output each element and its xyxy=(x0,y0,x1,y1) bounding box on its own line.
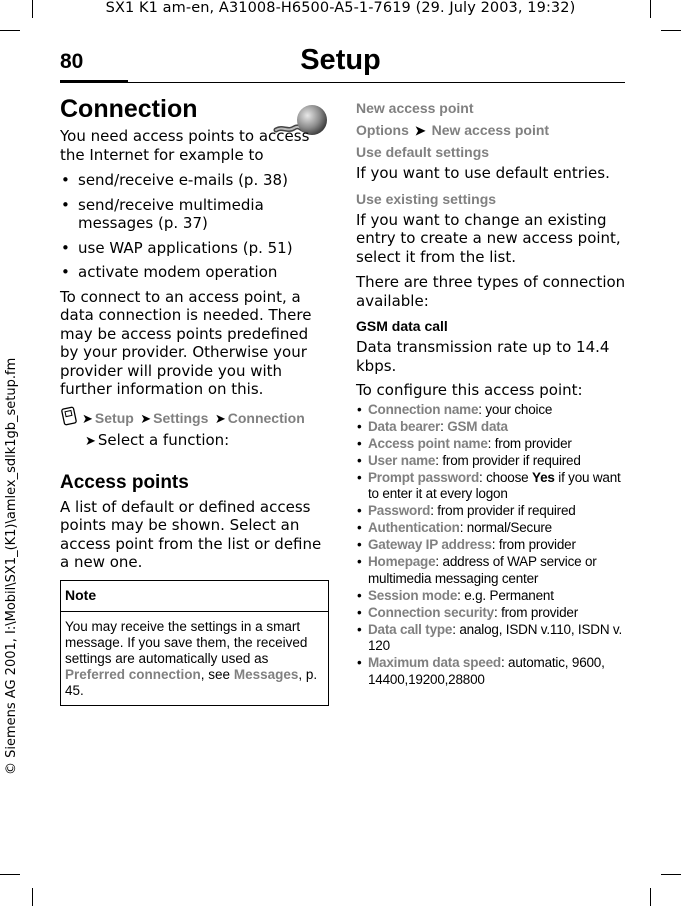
title-rule xyxy=(128,82,625,83)
setting-value: : from provider if required xyxy=(435,452,581,468)
crop-mark xyxy=(0,30,20,31)
note-box xyxy=(60,580,329,706)
options-path xyxy=(356,122,631,139)
setting-item xyxy=(356,436,631,453)
setting-name: Homepage xyxy=(368,554,436,569)
setting-name: Connection security xyxy=(368,604,494,620)
setting-value: Yes xyxy=(532,469,555,485)
settings-list xyxy=(356,402,631,689)
list-item: • send/receive e-mails (p. 38) xyxy=(60,171,330,190)
setting-item xyxy=(356,588,631,605)
intro-paragraph: You need access points to access the Internet for example to xyxy=(60,127,310,164)
messages-link: Messages xyxy=(233,666,299,682)
use-default-heading: Use default settings xyxy=(356,144,490,160)
new-access-point-heading: New access point xyxy=(356,100,474,116)
setting-name: Prompt password xyxy=(368,469,480,485)
setting-name: Session mode xyxy=(368,587,458,603)
setting-item xyxy=(356,453,631,470)
setting-name: Maximum data speed xyxy=(368,655,501,670)
setting-value: : from provider if required xyxy=(430,503,576,518)
arrow-icon: ➤ xyxy=(140,411,152,427)
crop-mark xyxy=(650,888,651,906)
menu-select-text: Select a function: xyxy=(97,430,230,449)
access-points-paragraph: A list of default or defined access points may be shown. Select an access point from the list or define a new one. xyxy=(60,497,322,571)
document-header: SX1 K1 am-en, A31008-H6500-A5-1-7619 (29. July 2003, 19:32) xyxy=(105,0,576,16)
setting-value: : e.g. Permanent xyxy=(457,587,554,603)
menu-path xyxy=(60,406,330,452)
setting-value: : from provider xyxy=(493,604,579,620)
section-heading: Connection xyxy=(60,95,198,123)
setting-value: : xyxy=(440,418,448,434)
use-default-text: If you want to use default entries. xyxy=(356,164,610,182)
list-item: • use WAP applications (p. 51) xyxy=(60,239,330,258)
note-text: , p. 45. xyxy=(65,666,318,698)
setting-value: : from provider xyxy=(491,537,576,552)
note-text: You may receive the settings in a smart message. If you save them, the received settings are automatically used as xyxy=(65,618,308,666)
crop-mark xyxy=(32,888,33,906)
arrow-icon: ➤ xyxy=(85,433,96,449)
setting-item xyxy=(356,655,631,688)
setting-name: Data call type xyxy=(368,621,453,637)
setting-item xyxy=(356,537,631,554)
setting-value: : normal/Secure xyxy=(459,520,552,535)
page-title: Setup xyxy=(300,44,381,76)
note-text: , see xyxy=(200,666,234,682)
access-points-heading: Access points xyxy=(60,471,189,493)
setting-name: User name xyxy=(368,452,436,468)
data-connection-paragraph: To connect to an access point, a data connection is needed. There may be access points predefined by your provider. Otherwise your provider will provide you with further information on this. xyxy=(60,287,312,398)
note-body xyxy=(65,619,323,699)
menu-settings: Settings xyxy=(153,409,209,426)
setting-value: if you want to enter it at every logon xyxy=(368,469,621,501)
preferred-connection-link: Preferred connection xyxy=(65,666,201,682)
setting-name: Authentication xyxy=(368,520,460,535)
list-item: • send/receive multimedia messages (p. 37) xyxy=(60,196,330,233)
setting-item xyxy=(356,419,631,436)
right-column xyxy=(356,100,631,689)
setting-name: Password xyxy=(368,503,431,518)
list-item: • activate modem operation xyxy=(60,263,330,282)
setting-value: GSM data xyxy=(447,418,508,434)
setting-value: : from provider xyxy=(487,435,572,451)
setting-value: : choose xyxy=(479,469,533,485)
setting-name: Access point name xyxy=(368,435,488,451)
setting-value: : analog, ISDN v.110, ISDN v. 120 xyxy=(368,621,623,653)
new-access-point-label: New access point xyxy=(431,122,550,138)
setting-name: Gateway IP address xyxy=(368,537,492,552)
crop-mark xyxy=(661,30,681,31)
crop-mark xyxy=(661,874,681,875)
use-existing-heading: Use existing settings xyxy=(356,190,497,207)
left-column xyxy=(60,95,330,706)
types-text: There are three types of connection available: xyxy=(356,273,626,310)
menu-key-icon xyxy=(60,406,80,426)
setting-item xyxy=(356,470,631,503)
setting-item xyxy=(356,402,631,419)
setting-value: : your choice xyxy=(478,401,553,417)
options-label: Options xyxy=(356,122,409,138)
use-existing-text: If you want to change an existing entry to create a new access point, select it from the list. xyxy=(356,210,621,266)
setting-item xyxy=(356,554,631,587)
setting-value: : automatic, 9600, 14400,19200,28800 xyxy=(368,655,605,687)
menu-connection: Connection xyxy=(227,409,305,426)
gsm-rate-text: Data transmission rate up to 14.4 kbps. xyxy=(356,338,610,375)
use-list xyxy=(60,171,330,282)
gsm-heading: GSM data call xyxy=(356,318,448,334)
side-copyright: © Siemens AG 2001, I:\Mobil\SX1_(K1)\amlex_sdlk1gb_setup.fm xyxy=(4,357,19,775)
setting-item xyxy=(356,605,631,622)
setting-name: Data bearer xyxy=(368,418,441,434)
arrow-icon: ➤ xyxy=(214,411,226,427)
menu-setup: Setup xyxy=(94,409,134,426)
setting-item xyxy=(356,503,631,520)
arrow-icon: ➤ xyxy=(82,411,93,427)
page-number: 80 xyxy=(60,50,84,73)
configure-text: To configure this access point: xyxy=(356,381,583,399)
note-title: Note xyxy=(61,587,328,612)
setting-name: Connection name xyxy=(368,401,479,417)
setting-item xyxy=(356,520,631,537)
setting-item xyxy=(356,622,631,655)
arrow-icon: ➤ xyxy=(414,123,426,138)
setting-value: : address of WAP service or multimedia messaging center xyxy=(368,554,597,586)
crop-mark xyxy=(0,874,20,875)
title-rule xyxy=(60,80,128,83)
